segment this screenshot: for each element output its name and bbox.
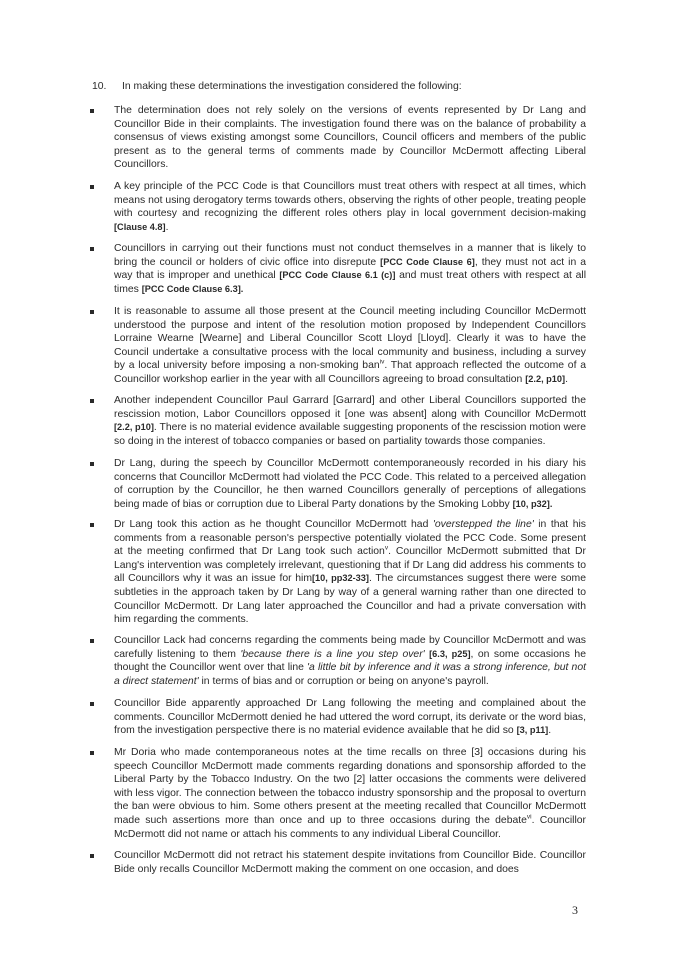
bullet-marker <box>90 751 94 755</box>
bullet-marker <box>90 310 94 314</box>
bullet-marker <box>90 854 94 858</box>
reference-citation: [PCC Code Clause 6.3]. <box>141 283 244 294</box>
bullet-item <box>114 242 586 296</box>
reference-citation: [PCC Code Clause 6] <box>380 256 475 267</box>
text-run: Dr Lang, during the speech by Councillor McDermott contemporaneously recorded in his diary his concerns that Councillor McDermott had violated the PCC Code. This related to a perceived allegation of corruption by the Councillor, he then warned Councillors generally of perceptions of allegations being made of bias or corruption due to Liberal Party donations by the Smoking Lobby <box>114 458 586 510</box>
reference-citation: [PCC Code Clause 6.1 (c)] <box>279 270 396 281</box>
bullet-marker <box>90 109 94 113</box>
text-run: . <box>565 373 568 385</box>
reference-citation: [2.2, p10] <box>525 373 566 384</box>
reference-citation: [3, p11] <box>516 725 549 736</box>
reference-citation: [6.3, p25] <box>429 648 471 659</box>
paragraph-10-intro <box>92 80 592 93</box>
bullet-marker <box>90 399 94 403</box>
text-run: . <box>548 725 552 737</box>
text-run: Councillor Lack had concerns regarding the comments being made by Councillor McDermott and was carefully listening to them <box>114 635 586 660</box>
paragraph-number: 10. <box>92 81 107 92</box>
footnote-marker: v <box>384 544 389 552</box>
bullet-item <box>114 634 586 688</box>
quoted-text: 'overstepped the line' <box>432 519 534 530</box>
page-number: 3 <box>572 903 578 917</box>
bullet-item <box>114 746 586 841</box>
footnote-marker: iv <box>379 358 385 366</box>
text-run: . The circumstances suggest there were some subtleties in the approach taken by Dr Lang by way of a general warning rather than one directed to Councillor McDermott. Dr Lang later approached the Councillor and had a private conversation with him regarding the comments. <box>114 573 586 626</box>
text-run: . Councillor McDermott did not name or attach his comments to any individual Liberal Councillor. <box>114 814 586 840</box>
text-run: . That approach reflected the outcome of a Councillor workshop earlier in the year with all Councillors agreeing to broad consultation <box>114 360 586 385</box>
bullet-item <box>114 457 586 511</box>
intro-text: In making these determinations the investigation considered the following: <box>122 81 462 92</box>
text-run: . There is no material evidence available suggesting proponents of the rescission motion were so doing in the interest of tobacco companies or based on partiality towards those companies. <box>114 422 587 447</box>
text-run: Councillor McDermott did not retract his statement despite invitations from Councillor Bide. Councillor Bide only recalls Councillor McDermott making the comment on one occasion, and does <box>114 850 586 875</box>
bullet-marker <box>90 247 94 251</box>
bullet-item <box>114 180 586 234</box>
text-run: The determination does not rely solely on the versions of events represented by Dr Lang and Councillor Bide in their complaints. The investigation found there was on the balance of probability a consensus of views existing amongst some Councillors, Council officers and members of the public present as to the general terms of comments made by Councillor McDermott affecting Liberal Councillors. <box>114 105 586 171</box>
bullet-marker <box>90 523 94 527</box>
bullet-item <box>114 518 586 627</box>
text-run: in terms of bias and or corruption or being on anyone's payroll. <box>198 675 489 687</box>
bullet-marker <box>90 462 94 466</box>
text-run: A key principle of the PCC Code is that Councillors must treat others with respect at all times, which means not using derogatory terms towards others, observing the rights of other people, treating people with courtesy and recognizing the different roles others play in local government decision-making <box>114 181 586 220</box>
bullet-item <box>114 697 586 738</box>
reference-citation: [2.2, p10] <box>114 422 154 433</box>
bullet-item <box>114 394 586 448</box>
quoted-text: 'a little bit by inference and it was a strong inference, but not a direct statement' <box>114 662 586 687</box>
bullet-marker <box>90 185 94 189</box>
text-run: , on some occasions he thought the Councillor went over that line <box>114 648 586 674</box>
text-run: It is reasonable to assume all those present at the Council meeting including Councillor McDermott understood the purpose and intent of the resolution motion proposed by Independent Councillors Lorraine Wearne [Wearne] and Liberal Councillor Scott Lloyd [Lloyd]. Clearly it was to have the Council undertake a consultative process with the local community and business, including a survey by a local university before imposing a non-smoking ban <box>114 306 586 372</box>
text-run: Another independent Councillor Paul Garrard [Garrard] and other Liberal Councillors supported the rescission motion, Labor Councillors opposed it [one was absent] along with Councillor McDermott <box>114 395 586 420</box>
text-run: Mr Doria who made contemporaneous notes at the time recalls on three [3] occasions during his speech Councillor McDermott made comments regarding donations and sponsorship afforded to the Liberal Party by the Tobacco Industry. On the two [2] latter occasions the comments were delivered with less vigor. The connection between the tobacco industry sponsorship and the proposal to overturn the ban were obvious to him. Some others present at the meeting recalled that Councillor McDermott made such assertions more than once and up to three occasions during the debate <box>114 747 586 826</box>
footnote-marker: vi <box>526 813 532 821</box>
text-run: . Councillor McDermott submitted that Dr Lang's intervention was completely irrelevant, questioning that if Dr Lang did address his comments to all Councillors why it was an issue for him <box>114 546 586 585</box>
text-run: and must treat others with respect at all times <box>114 270 587 295</box>
text-run: in that his comments from a reasonable person's perspective potentially violated the PCC Code. Some present at the meeting confirmed that Dr Lang took such action <box>114 519 586 558</box>
bullet-marker <box>90 702 94 706</box>
reference-citation: [Clause 4.8] <box>114 221 166 232</box>
text-run: Dr Lang took this action as he thought Councillor McDermott had <box>114 519 433 530</box>
text-run: Councillors in carrying out their functions must not conduct themselves in a manner that is likely to bring the council or holders of civic office into disrepute <box>114 243 586 268</box>
text-run: , they must not act in a way that is improper and unethical <box>114 256 587 282</box>
bullet-item <box>114 104 586 172</box>
text-run: . <box>165 221 169 233</box>
text-run: Councillor Bide apparently approached Dr Lang following the meeting and complained about the comments. Councillor McDermott denied he had uttered the word corrupt, its derivate or the word bias, from the investigation perspective there is no material evidence available that he did so <box>114 698 586 737</box>
reference-citation: [10, pp32-33] <box>312 573 369 584</box>
bullet-marker <box>90 639 94 643</box>
quoted-text: 'because there is a line you step over' <box>240 648 425 660</box>
reference-citation: [10, p32]. <box>512 498 553 509</box>
bullet-item <box>114 849 586 876</box>
bullet-item <box>114 305 586 387</box>
